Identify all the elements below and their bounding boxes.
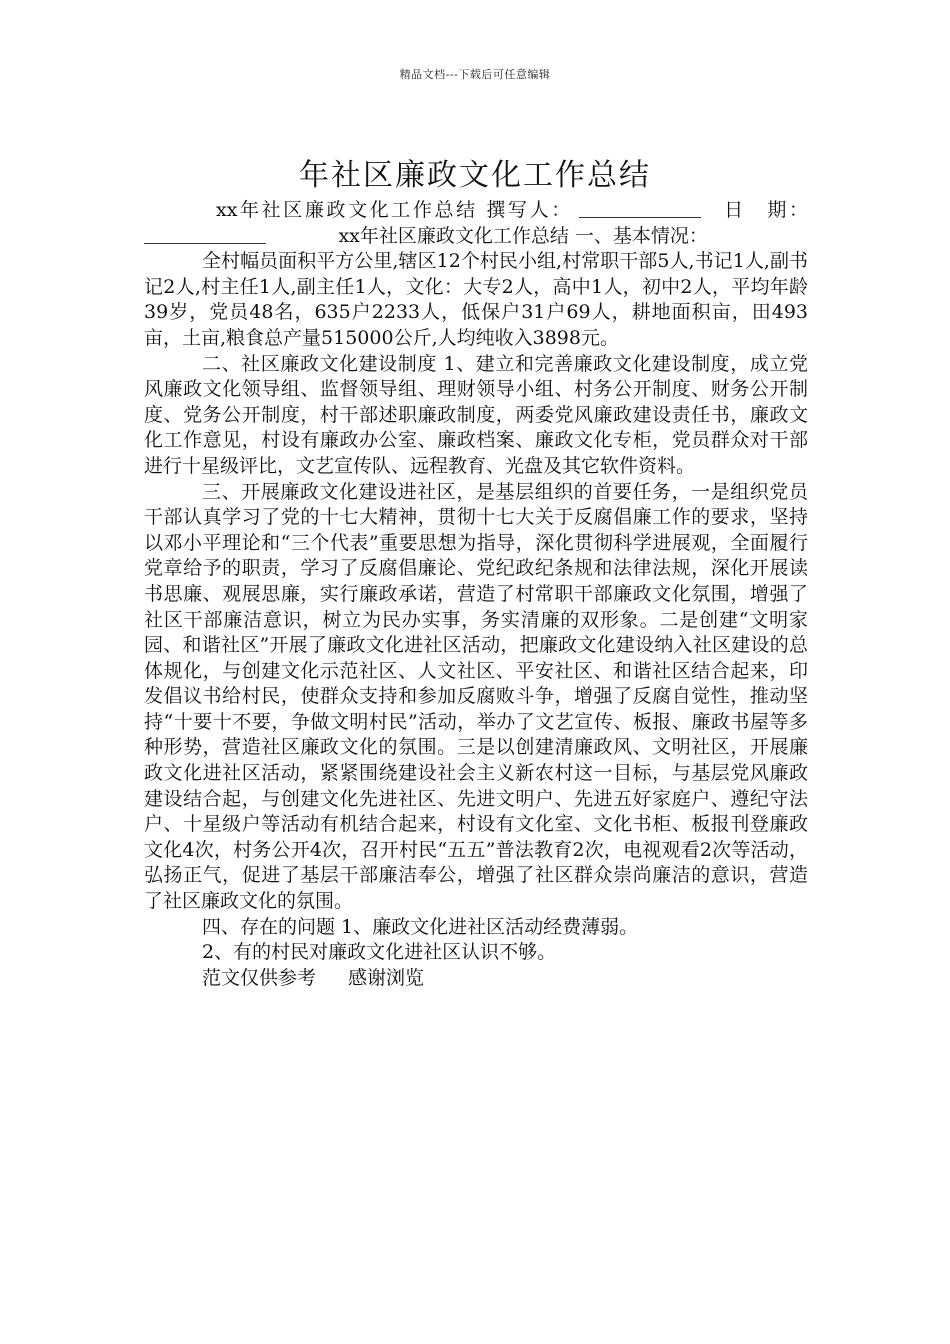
author-blank bbox=[579, 199, 701, 218]
paragraph-system: 二、社区廉政文化建设制度 1、建立和完善廉政文化建设制度，成立党风廉政文化领导组、监督领导组、理财领导小组、村务公开制度、财务公开制度、党务公开制度，村干部述职廉政制度，两委党风廉政建设责任书，廉政文化工作意见，村设有廉政办公室、廉政档案、廉政文化专柜，党员群众对干部进行十星级评比，文艺宣传队、远程教育、光盘及其它软件资料。 bbox=[144, 352, 808, 477]
footer-left: 范文仅供参考 bbox=[202, 966, 317, 989]
paragraph-basic-info: 全村幅员面积平方公里,辖区12个村民小组,村常职干部5人,书记1人,副书记2人,村主任1人,副主任1人，文化：大专2人，高中1人，初中2人，平均年龄39岁，党员48名，635户2233人，低保户31户69人，耕地面积亩，田493亩，土亩,粮食总产量515000公斤,人均纯收入3898元。 bbox=[144, 250, 808, 349]
header-note: 精品文档---下载后可任意编辑 bbox=[399, 68, 551, 81]
paragraph-problems: 四、存在的问题 1、廉政文化进社区活动经费薄弱。 bbox=[202, 915, 639, 938]
intro-line bbox=[144, 198, 808, 249]
document-title: 年社区廉政文化工作总结 bbox=[299, 158, 651, 194]
paragraph-problem-2: 2、有的村民对廉政文化进社区认识不够。 bbox=[202, 941, 557, 964]
paragraph-activities: 三、开展廉政文化建设进社区，是基层组织的首要任务，一是组织党员干部认真学习了党的十七大精神，贯彻十七大关于反腐倡廉工作的要求，坚持以邓小平理论和“三个代表”重要思想为指导，深化贯彻科学进展观，全面履行党章给予的职责，学习了反腐倡廉论、党纪政纪条规和法律法规，深化开展读书思廉、观展思廉，实行廉政承诺，营造了村常职干部廉政文化氛围，增强了社区干部廉洁意识，树立为民办实事，务实清廉的双形象。二是创建“文明家园、和谐社区”开展了廉政文化进社区活动，把廉政文化建设纳入社区建设的总体规化，与创建文化示范社区、人文社区、平安社区、和谐社区结合起来，印发倡议书给村民，使群众支持和参加反腐败斗争，增强了反腐自觉性，推动坚持“十要十不要，争做文明村民”活动，举办了文艺宣传、板报、廉政书屋等多种形势，营造社区廉政文化的氛围。三是以创建清廉政风、文明社区，开展廉政文化进社区活动，紧紧围绕建设社会主义新农村这一目标，与基层党风廉政建设结合起，与创建文化先进社区、先进文明户、先进五好家庭户、遵纪守法户、十星级户等活动有机结合起来，村设有文化室、文化书柜、板报刊登廉政文化4次，村务公开4次，召开村民“五五”普法教育2次，电视观看2次等活动，弘扬正气，促进了基层干部廉洁奉公，增强了社区群众崇尚廉洁的意识，营造了社区廉政文化的氛围。 bbox=[144, 480, 808, 913]
date-blank bbox=[144, 225, 266, 244]
document-body bbox=[144, 198, 808, 991]
footer-note bbox=[144, 966, 808, 992]
intro-doc-name: xx年社区廉政文化工作总结 bbox=[216, 199, 478, 221]
section1-heading: 一、基本情况： bbox=[574, 224, 708, 247]
footer-right: 感谢浏览 bbox=[348, 966, 425, 989]
date-label: 日 期： bbox=[724, 199, 808, 221]
author-label: 撰写人： bbox=[486, 199, 573, 221]
intro-doc-name-2: xx年社区廉政文化工作总结 bbox=[338, 224, 569, 247]
